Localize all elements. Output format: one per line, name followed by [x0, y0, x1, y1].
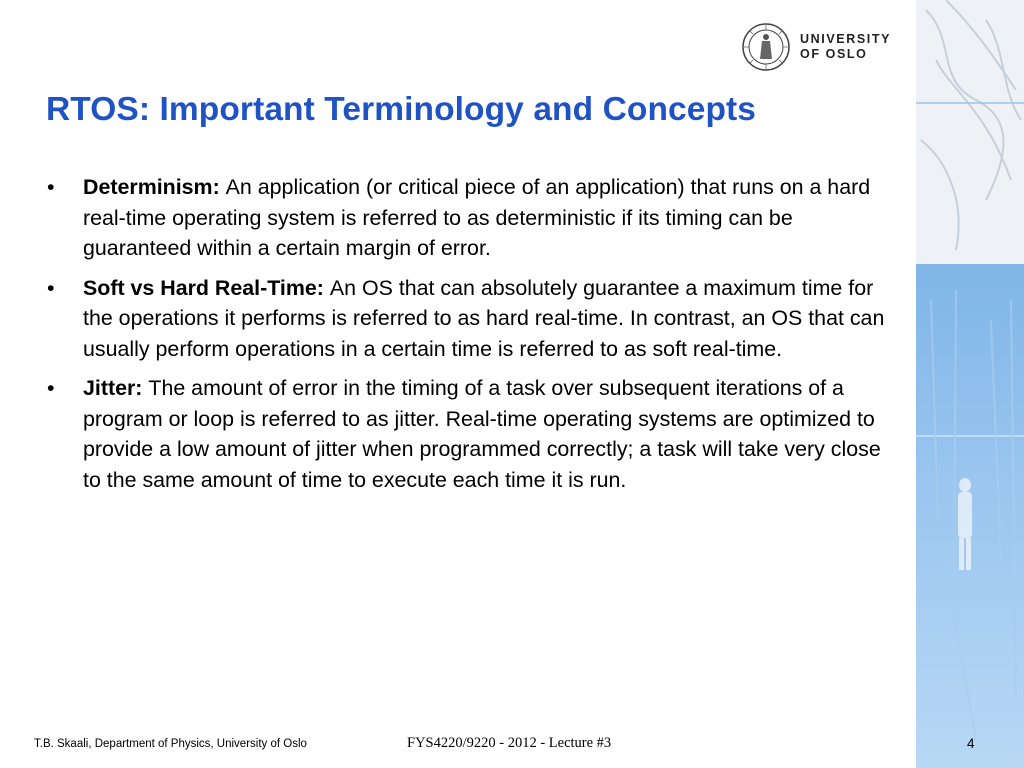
bullet-jitter — [46, 373, 896, 495]
side-panel-art — [916, 0, 1024, 768]
footer-course: FYS4220/9220 - 2012 - Lecture #3 — [407, 735, 612, 751]
university-name-line2: OF OSLO — [800, 47, 868, 61]
page-number: 4 — [967, 736, 975, 751]
slide-title: RTOS: Important Terminology and Concepts — [46, 91, 757, 128]
bullet-text: An application (or critical piece of an application) that runs on a hard real-time operating system is referred to as deterministic if its timing can be guaranteed within a certain margin of error. — [83, 175, 871, 260]
bullet-term: Determinism: — [83, 175, 226, 199]
bullet-marker: • — [47, 376, 55, 400]
university-name — [800, 32, 891, 62]
bullet-term: Jitter: — [83, 376, 149, 400]
university-logo — [741, 22, 901, 76]
bullet-marker: • — [47, 175, 55, 199]
bullet-text: The amount of error in the timing of a task over subsequent iterations of a program or loop is referred to as jitter. Real-time operating systems are optimized to provide a low amount of jitter when programmed correctly; a task will take very close to the same amount of time to execute each time it is run. — [83, 376, 881, 492]
bullet-list — [46, 172, 896, 504]
bullet-marker: • — [47, 275, 55, 300]
bullet-soft-vs-hard-real-time — [46, 273, 896, 365]
bullet-term: Soft vs Hard Real-Time: — [83, 275, 330, 300]
university-seal-icon — [741, 22, 791, 72]
bullet-text: An OS that can absolutely guarantee a maximum time for the operations it performs is referred to as hard real-time. In contrast, an OS that can usually perform operations in a certain time is referred to as soft real-time. — [83, 275, 885, 361]
footer-author: T.B. Skaali, Department of Physics, University of Oslo — [34, 738, 307, 750]
side-decoration-panel — [916, 0, 1024, 768]
bullet-determinism — [46, 172, 896, 264]
university-name-line1: UNIVERSITY — [800, 32, 892, 46]
